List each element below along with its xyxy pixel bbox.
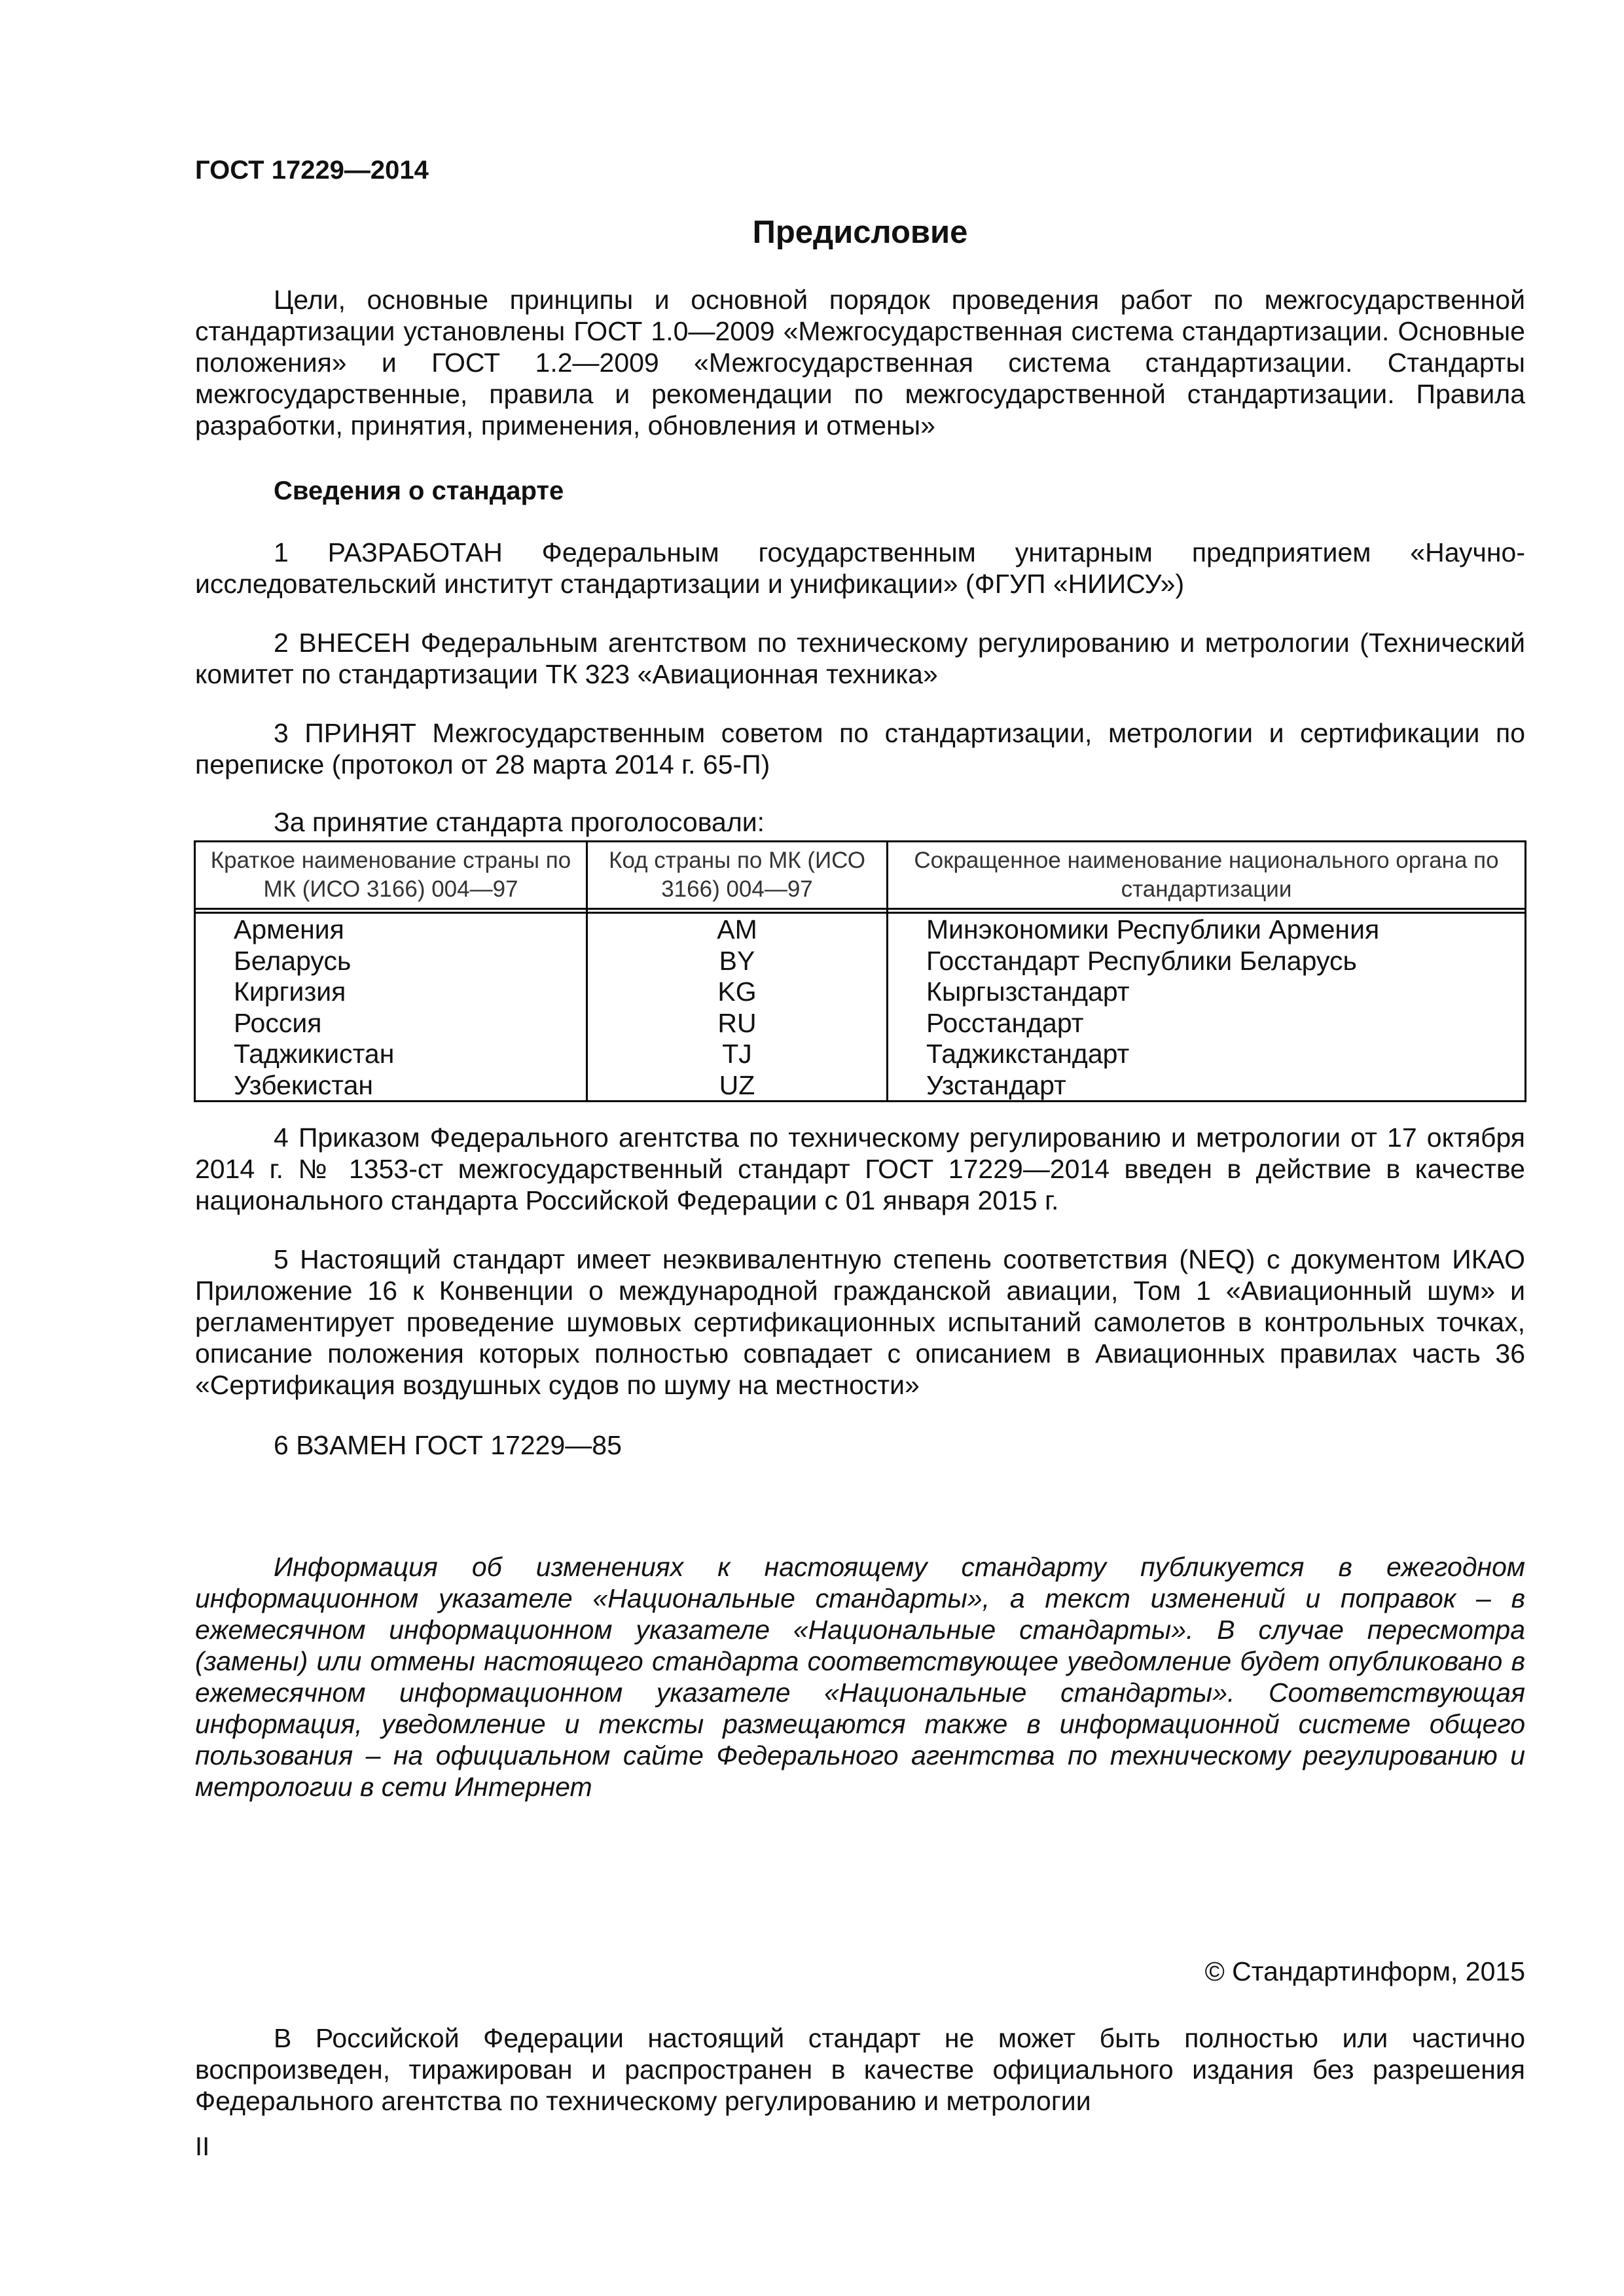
country-code: KG bbox=[717, 977, 757, 1007]
standards-body: Узстандарт bbox=[926, 1069, 1066, 1100]
column-header-body: Сокращенное наименование национального органа по стандартизации bbox=[914, 848, 1499, 902]
table-row bbox=[196, 946, 1525, 977]
page-title: Предисловие bbox=[752, 215, 968, 250]
table-row bbox=[196, 1070, 1525, 1102]
table-row bbox=[196, 1039, 1525, 1070]
table-row bbox=[196, 1008, 1525, 1039]
column-header-code: Код страны по МК (ИСО 3166) 004—97 bbox=[609, 848, 865, 902]
item-3-adopted: 3 ПРИНЯТ Межгосударственным советом по стандартизации, метрологии и сертификации по переписке (протокол от 28 марта 2014 г. 65-П) bbox=[195, 718, 1525, 780]
document-code: ГОСТ 17229—2014 bbox=[195, 156, 429, 185]
item-5-conformity: 5 Настоящий стандарт имеет неэквивалентную степень соответствия (NEQ) с документом ИКАО Приложение 16 к Конвенции о международной гражданской авиации, Том 1 «Авиационный шум» и регламентирует проведение шумовых сертификационных испытаний самолетов в контрольных точках, описание положения которых полностью совпадает с описанием в Авиационных правилах часть 36 «Сертификация воздушных судов по шуму на местности» bbox=[195, 1244, 1525, 1400]
vote-caption: За принятие стандарта проголосовали: bbox=[274, 807, 765, 837]
table-row bbox=[196, 977, 1525, 1008]
standards-body: Росстандарт bbox=[926, 1007, 1084, 1038]
item-2-introduced: 2 ВНЕСЕН Федеральным агентством по техническому регулированию и метрологии (Технический комитет по стандартизации ТК 323 «Авиационная техника» bbox=[195, 628, 1525, 689]
standards-body: Таджикстандарт bbox=[926, 1039, 1130, 1069]
item-6-replaces: 6 ВЗАМЕН ГОСТ 17229—85 bbox=[274, 1430, 622, 1460]
item-4-order: 4 Приказом Федерального агентства по техническому регулированию и метрологии от 17 октября 2014 г. № 1353-ст межгосударственный стандарт ГОСТ 17229—2014 введен в действие в качестве национального стандарта Российской Федерации с 01 января 2015 г. bbox=[195, 1122, 1525, 1215]
country-code: RU bbox=[717, 1007, 757, 1038]
reproduction-notice: В Российской Федерации настоящий стандарт не может быть полностью или частично воспроизведен, тиражирован и распространен в качестве официального издания без разрешения Федерального агентства по техническому регулированию и метрологии bbox=[195, 2023, 1525, 2116]
vote-table bbox=[194, 840, 1526, 1102]
country-name: Киргизия bbox=[234, 977, 346, 1007]
country-name: Россия bbox=[234, 1007, 322, 1038]
info-notice: Информация об изменениях к настоящему стандарту публикуется в ежегодном информационном указателе «Национальные стандарты», а текст изменений и поправок – в ежемесячном информационном указателе «Национальные стандарты». В случае пересмотра (замены) или отмены настоящего стандарта соответствующее уведомление будет опубликовано в ежемесячном информационном указателе «Национальные стандарты». Соответствующая информация, уведомление и тексты размещаются также в информационной системе общего пользования – на официальном сайте Федерального агентства по техническому регулированию и метрологии в сети Интернет bbox=[195, 1552, 1525, 1802]
country-code: AM bbox=[717, 914, 757, 944]
country-name: Армения bbox=[234, 914, 344, 944]
intro-paragraph: Цели, основные принципы и основной порядок проведения работ по межгосударственной стандартизации установлены ГОСТ 1.0—2009 «Межгосударственная система стандартизации. Основные положения» и ГОСТ 1.2—2009 «Межгосударственная система стандартизации. Стандарты межгосударственные, правила и рекомендации по межгосударственной стандартизации. Правила разработки, принятия, применения, обновления и отмены» bbox=[195, 285, 1525, 440]
country-name: Таджикистан bbox=[234, 1039, 395, 1069]
standards-body: Минэкономики Республики Армения bbox=[926, 914, 1380, 944]
page-number: II bbox=[195, 2132, 210, 2161]
country-code: TJ bbox=[722, 1039, 752, 1069]
table-row bbox=[196, 914, 1525, 946]
copyright-line: © Стандартинформ, 2015 bbox=[1204, 1956, 1525, 1986]
header-separator bbox=[196, 908, 1525, 914]
country-code: BY bbox=[719, 945, 755, 976]
item-1-developed: 1 РАЗРАБОТАН Федеральным государственным унитарным предприятием «Научно-исследовательский институт стандартизации и унификации» (ФГУП «НИИСУ») bbox=[195, 537, 1525, 599]
country-name: Узбекистан bbox=[234, 1069, 374, 1100]
standards-body: Госстандарт Республики Беларусь bbox=[926, 945, 1357, 976]
country-code: UZ bbox=[719, 1069, 755, 1100]
standards-body: Кыргызстандарт bbox=[926, 977, 1130, 1007]
column-header-country: Краткое наименование страны по МК (ИСО 3166) 004—97 bbox=[210, 848, 571, 902]
table-body bbox=[196, 914, 1525, 1101]
section-subheading: Сведения о стандарте bbox=[274, 476, 564, 505]
country-name: Беларусь bbox=[234, 945, 352, 976]
